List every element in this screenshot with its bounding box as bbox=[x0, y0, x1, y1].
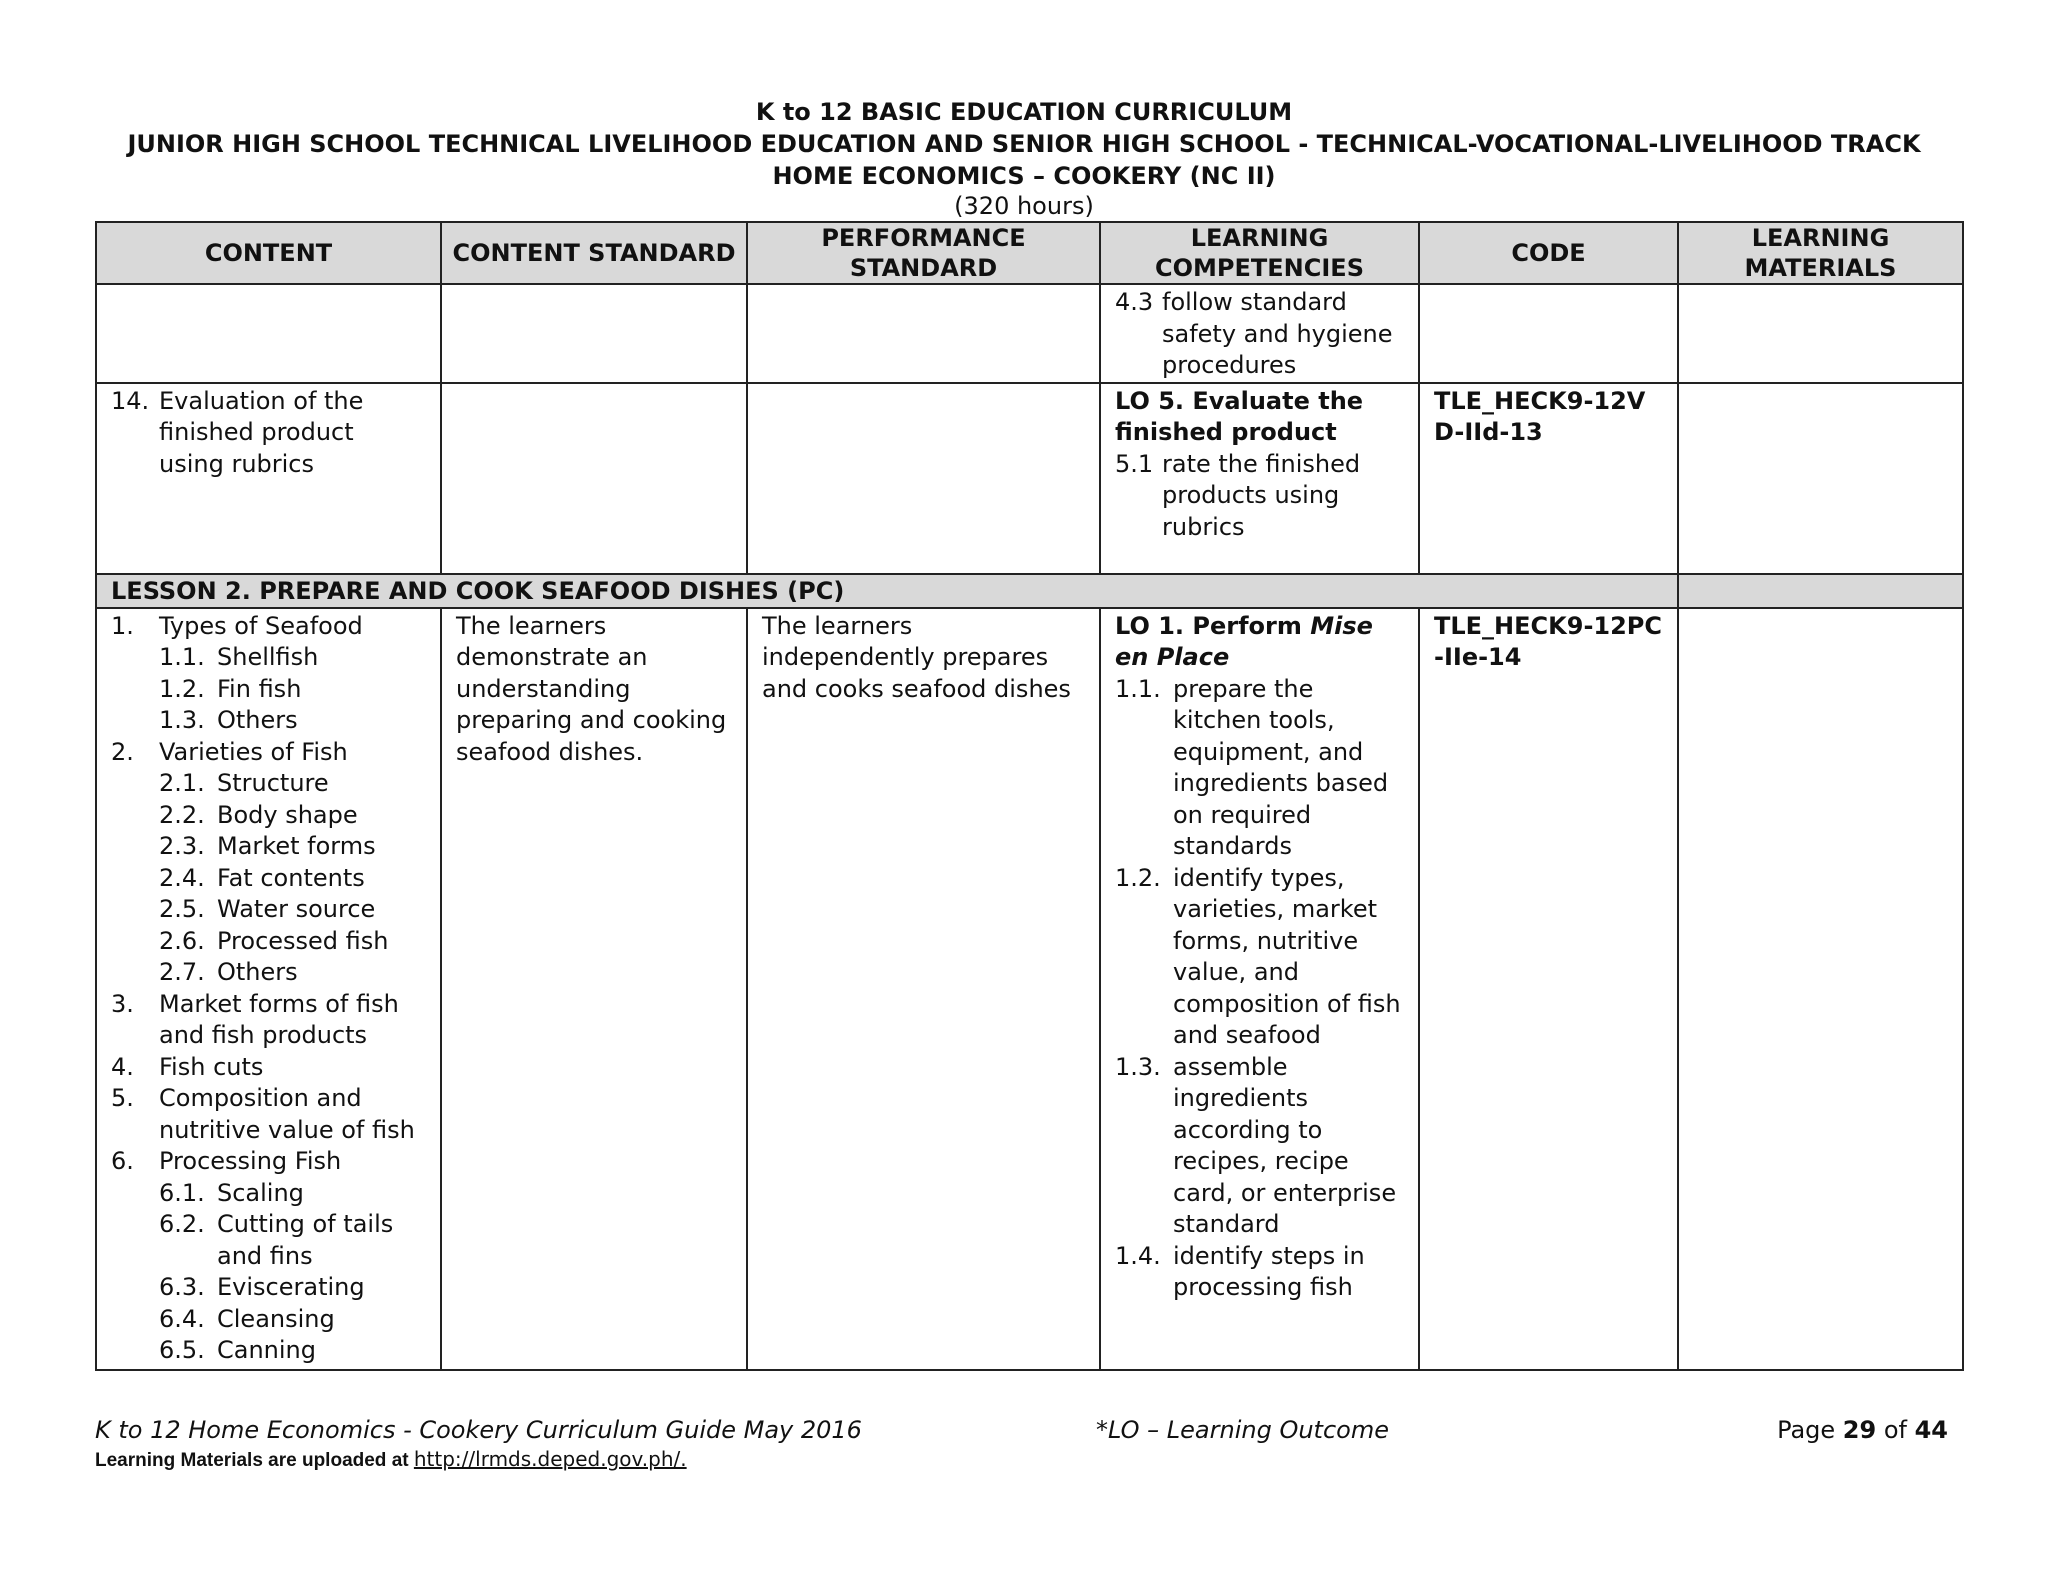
cell-learning-competencies bbox=[1100, 284, 1419, 383]
content-number: 6.3. bbox=[159, 1273, 205, 1301]
content-text: Scaling bbox=[217, 1178, 304, 1207]
content-number: 6.1. bbox=[159, 1178, 205, 1207]
content-item bbox=[111, 386, 426, 481]
curriculum-table bbox=[95, 221, 1964, 1371]
lo-prefix: LO 1. Perform bbox=[1115, 611, 1311, 640]
col-header-content-standard: CONTENT STANDARD bbox=[441, 222, 747, 284]
content-item bbox=[159, 1209, 426, 1272]
competency-number: 1.1. bbox=[1115, 674, 1161, 703]
competency-number: 5.1 bbox=[1115, 449, 1154, 478]
header-hours: (320 hours) bbox=[954, 192, 1094, 220]
content-text: Water source bbox=[217, 895, 376, 923]
content-text: Evaluation of the finished product using rubrics bbox=[159, 386, 364, 478]
col-header-learning-materials: LEARNING MATERIALS bbox=[1678, 222, 1963, 284]
content-text: Fish cuts bbox=[159, 1052, 264, 1081]
col-header-performance-standard: PERFORMANCE STANDARD bbox=[747, 222, 1100, 284]
competency-number: 1.4. bbox=[1115, 1241, 1161, 1270]
content-item bbox=[159, 642, 426, 674]
content-item bbox=[159, 894, 426, 926]
cell-learning-competencies bbox=[1100, 608, 1419, 1370]
page-current: 29 bbox=[1842, 1416, 1877, 1444]
content-number: 2.1. bbox=[159, 769, 205, 797]
content-item bbox=[159, 800, 426, 832]
col-header-content: CONTENT bbox=[96, 222, 441, 284]
content-number: 1.1. bbox=[159, 643, 205, 671]
upload-label: Learning Materials are uploaded at bbox=[95, 1450, 414, 1471]
competency-text: identify steps in processing fish bbox=[1173, 1241, 1365, 1301]
content-number: 2.5. bbox=[159, 895, 205, 923]
content-item bbox=[111, 989, 426, 1052]
content-item bbox=[159, 768, 426, 800]
content-number: 1. bbox=[111, 611, 134, 640]
learning-outcome-title: LO 5. Evaluate the finished product bbox=[1115, 386, 1364, 446]
competency-number: 1.2. bbox=[1115, 863, 1161, 892]
cell-content-standard bbox=[441, 383, 747, 574]
content-item bbox=[159, 957, 426, 989]
content-item bbox=[159, 831, 426, 863]
content-text: Canning bbox=[217, 1336, 316, 1364]
competency-number: 1.3. bbox=[1115, 1052, 1161, 1081]
lo-italic: Mise en Place bbox=[1115, 611, 1373, 671]
cell-content-standard bbox=[441, 284, 747, 383]
document-header bbox=[0, 96, 2048, 220]
content-number: 2.7. bbox=[159, 958, 205, 986]
content-item bbox=[111, 1083, 426, 1146]
content-text: Cleansing bbox=[217, 1304, 335, 1333]
lrmds-link[interactable]: http://lrmds.deped.gov.ph/. bbox=[413, 1447, 687, 1471]
cell-code bbox=[1419, 284, 1678, 383]
content-number: 6.2. bbox=[159, 1210, 205, 1238]
content-text: Processing Fish bbox=[159, 1147, 342, 1175]
footer-lo-note: *LO – Learning Outcome bbox=[1096, 1416, 1389, 1444]
content-item bbox=[159, 1272, 426, 1304]
content-text: Market forms of fish and fish products bbox=[159, 989, 399, 1049]
competency-item bbox=[1115, 287, 1404, 382]
content-item bbox=[111, 1052, 426, 1084]
content-number: 2.6. bbox=[159, 926, 205, 955]
competency-item bbox=[1115, 1052, 1404, 1241]
content-number: 2. bbox=[111, 737, 134, 766]
content-text: Varieties of Fish bbox=[159, 737, 348, 766]
competency-text: assemble ingredients according to recipes, recipe card, or enterprise standard bbox=[1173, 1052, 1397, 1238]
table-row bbox=[96, 383, 1963, 574]
footer-page-number bbox=[1777, 1416, 1948, 1444]
competency-item bbox=[1115, 674, 1404, 863]
cell-performance-standard bbox=[747, 284, 1100, 383]
page-total: 44 bbox=[1914, 1416, 1948, 1444]
cell-performance-standard: The learners independently prepares and cooks seafood dishes bbox=[747, 608, 1100, 1370]
col-header-code: CODE bbox=[1419, 222, 1678, 284]
content-number: 1.3. bbox=[159, 706, 205, 734]
content-text: Shellfish bbox=[217, 643, 319, 671]
content-item bbox=[159, 1178, 426, 1210]
content-number: 6. bbox=[111, 1147, 134, 1175]
content-text: Market forms bbox=[217, 832, 376, 860]
content-number: 2.4. bbox=[159, 863, 205, 892]
content-text: Cutting of tails and fins bbox=[217, 1210, 394, 1270]
competency-item bbox=[1115, 449, 1404, 544]
competency-text: rate the finished products using rubrics bbox=[1162, 449, 1361, 541]
competency-item bbox=[1115, 863, 1404, 1052]
content-number: 5. bbox=[111, 1084, 134, 1112]
content-text: Body shape bbox=[217, 800, 358, 829]
content-item bbox=[159, 674, 426, 706]
content-item bbox=[159, 926, 426, 958]
header-line-3: HOME ECONOMICS – COOKERY (NC II) bbox=[772, 162, 1276, 190]
cell-learning-materials bbox=[1678, 574, 1963, 608]
learning-outcome-title bbox=[1115, 611, 1404, 674]
content-text: Types of Seafood bbox=[159, 611, 363, 640]
content-text: Fat contents bbox=[217, 863, 365, 892]
content-text: Eviscerating bbox=[217, 1273, 365, 1301]
content-number: 2.2. bbox=[159, 800, 205, 829]
content-number: 4. bbox=[111, 1052, 134, 1081]
cell-content bbox=[96, 284, 441, 383]
competency-item bbox=[1115, 1241, 1404, 1304]
content-item bbox=[159, 863, 426, 895]
content-item bbox=[159, 1304, 426, 1336]
content-text: Structure bbox=[217, 769, 329, 797]
cell-code: TLE_HECK9-12PC-IIe-14 bbox=[1419, 608, 1678, 1370]
content-number: 2.3. bbox=[159, 832, 205, 860]
content-item bbox=[159, 1335, 426, 1367]
competency-text: prepare the kitchen tools, equipment, and ingredients based on required standards bbox=[1173, 674, 1389, 860]
table-header-row bbox=[96, 222, 1963, 284]
cell-learning-materials bbox=[1678, 608, 1963, 1370]
content-number: 3. bbox=[111, 989, 134, 1018]
cell-content bbox=[96, 608, 441, 1370]
content-text: Composition and nutritive value of fish bbox=[159, 1084, 415, 1144]
header-line-1: K to 12 BASIC EDUCATION CURRICULUM bbox=[755, 98, 1293, 126]
page-of-label: of bbox=[1876, 1416, 1915, 1444]
content-text: Fin fish bbox=[217, 674, 302, 703]
footer-guide-title: K to 12 Home Economics - Cookery Curriculum Guide May 2016 bbox=[95, 1416, 862, 1444]
page-label: Page bbox=[1777, 1416, 1843, 1444]
lesson-row bbox=[96, 574, 1963, 608]
content-text: Others bbox=[217, 958, 298, 986]
cell-learning-competencies bbox=[1100, 383, 1419, 574]
footer-upload-note bbox=[95, 1447, 687, 1472]
content-number: 6.5. bbox=[159, 1336, 205, 1364]
competency-list bbox=[1115, 674, 1404, 1304]
competency-text: follow standard safety and hygiene procedures bbox=[1162, 288, 1393, 379]
content-text: Others bbox=[217, 706, 298, 734]
content-text: Processed fish bbox=[217, 926, 389, 955]
cell-content bbox=[96, 383, 441, 574]
competency-number: 4.3 bbox=[1115, 288, 1154, 316]
competency-text: identify types, varieties, market forms, nutritive value, and composition of fish and seafood bbox=[1173, 863, 1401, 1049]
table-row bbox=[96, 608, 1963, 1370]
content-number: 6.4. bbox=[159, 1304, 205, 1333]
content-item bbox=[111, 1146, 426, 1178]
col-header-learning-competencies: LEARNING COMPETENCIES bbox=[1100, 222, 1419, 284]
cell-performance-standard bbox=[747, 383, 1100, 574]
cell-code: TLE_HECK9-12VD-IId-13 bbox=[1419, 383, 1678, 574]
content-item bbox=[111, 737, 426, 769]
content-number: 14. bbox=[111, 386, 150, 415]
cell-learning-materials bbox=[1678, 284, 1963, 383]
content-item bbox=[159, 705, 426, 737]
content-item bbox=[111, 611, 426, 643]
content-number: 1.2. bbox=[159, 674, 205, 703]
cell-content-standard: The learners demonstrate an understanding preparing and cooking seafood dishes. bbox=[441, 608, 747, 1370]
lesson-title: LESSON 2. PREPARE AND COOK SEAFOOD DISHES (PC) bbox=[96, 574, 1678, 608]
cell-learning-materials bbox=[1678, 383, 1963, 574]
header-line-2: JUNIOR HIGH SCHOOL TECHNICAL LIVELIHOOD EDUCATION AND SENIOR HIGH SCHOOL - TECHNICAL-VOCATIONAL-LIVELIHOOD TRACK bbox=[127, 130, 1921, 158]
table-row bbox=[96, 284, 1963, 383]
